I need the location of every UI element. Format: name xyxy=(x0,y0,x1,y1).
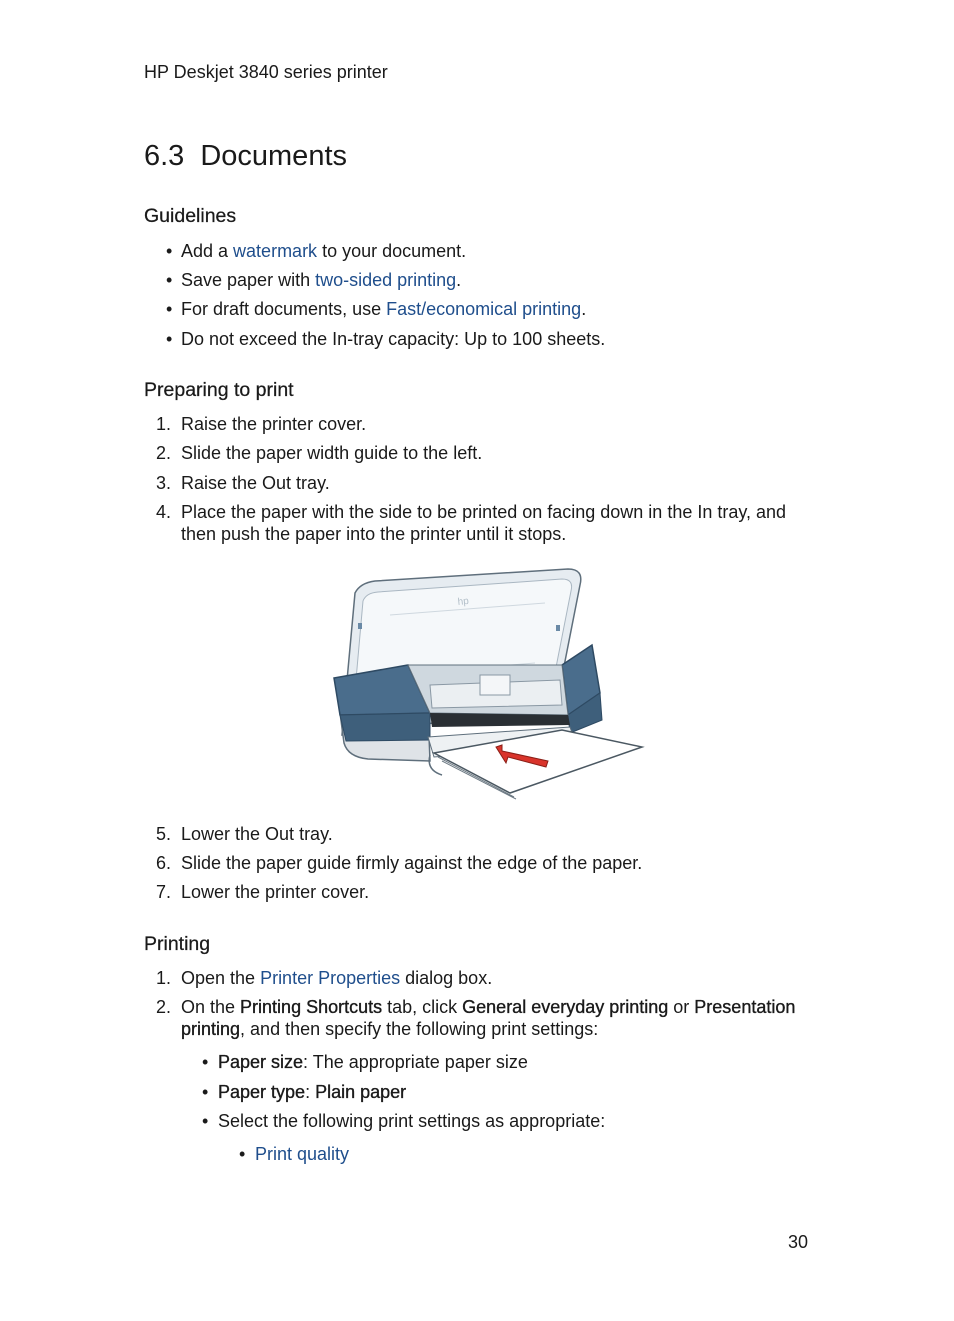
printing-heading: Printing xyxy=(144,933,211,955)
printer-illustration xyxy=(330,565,646,800)
guidelines-heading: Guidelines xyxy=(144,205,237,227)
section-number: 6.3 xyxy=(144,140,185,172)
fast-economical-printing-link[interactable]: Fast/economical printing xyxy=(386,299,582,319)
page-number: 30 xyxy=(788,1232,809,1252)
page-title xyxy=(144,140,347,173)
preparing-heading: Preparing to print xyxy=(144,379,294,401)
print-quality-link[interactable]: Print quality xyxy=(255,1144,350,1164)
section-title: Documents xyxy=(200,140,347,172)
watermark-link[interactable]: watermark xyxy=(233,241,318,261)
svg-text:hp: hp xyxy=(457,595,470,608)
running-header: HP Deskjet 3840 series printer xyxy=(144,62,388,82)
printer-properties-link[interactable]: Printer Properties xyxy=(260,968,401,988)
two-sided-printing-link[interactable]: two-sided printing xyxy=(315,270,457,290)
